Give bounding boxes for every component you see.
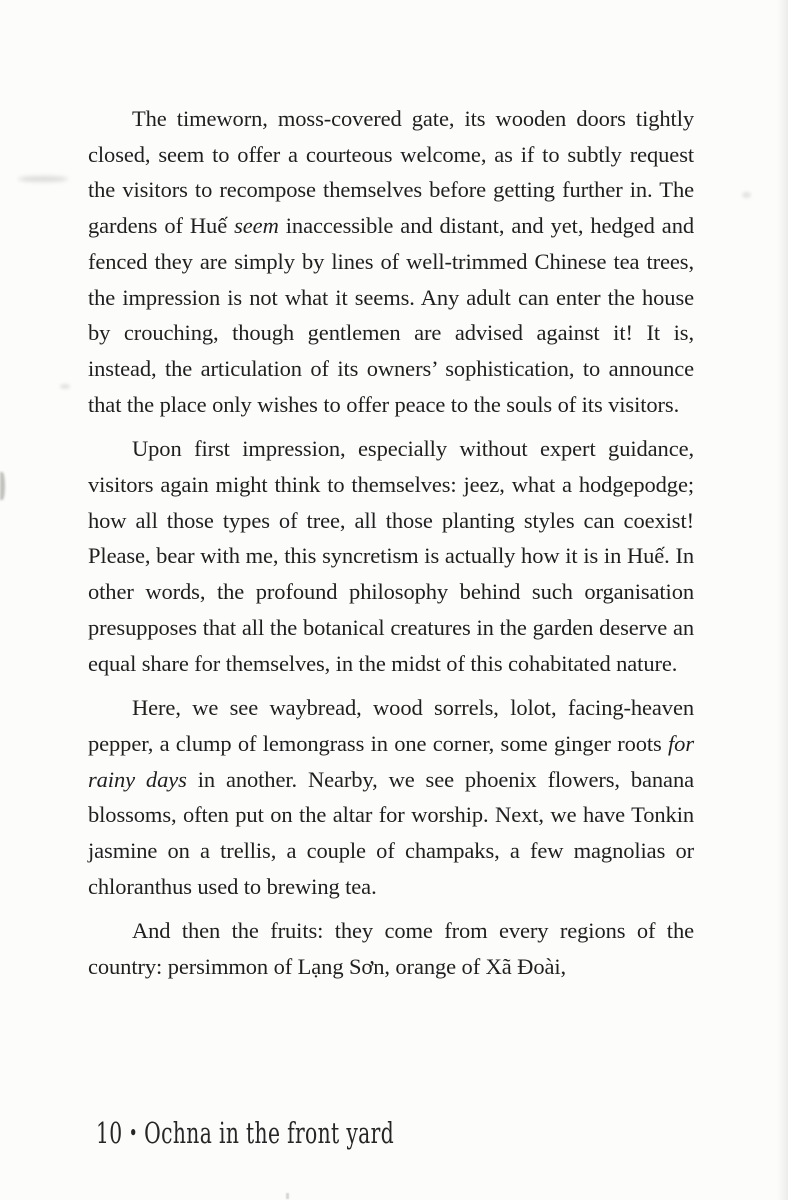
scan-smudge bbox=[286, 1193, 289, 1199]
scan-smudge bbox=[0, 472, 5, 500]
page-number: 10 bbox=[96, 1116, 123, 1150]
paragraph bbox=[88, 431, 694, 681]
text-run: The timeworn, moss-covered gate, its wooden doors tightly closed, seem to offer a courteous welcome, as if to subtly request the visitors to recompose themselves before getting further in. The gardens of Huế bbox=[88, 106, 694, 239]
text-run-italic: seem bbox=[234, 213, 279, 239]
book-title: Ochna in the front yard bbox=[144, 1116, 395, 1150]
paragraph bbox=[88, 101, 694, 422]
text-run: Here, we see waybread, wood sorrels, lolot, facing-heaven pepper, a clump of lemongrass in one corner, some ginger roots bbox=[88, 695, 694, 756]
scan-smudge bbox=[60, 384, 70, 389]
text-run: And then the fruits: they come from every regions of the country: persimmon of Lạng Sơn, orange of Xã Đoài, bbox=[88, 918, 694, 980]
text-run: in another. Nearby, we see phoenix flowers, banana blossoms, often put on the altar for worship. Next, we have Tonkin jasmine on a trellis, a couple of champaks, a few magnolias or chloranthus used to brewing tea. bbox=[88, 766, 694, 899]
scan-smudge bbox=[18, 176, 68, 182]
paragraph bbox=[88, 913, 694, 984]
paragraph bbox=[88, 690, 694, 904]
footer-bullet-icon: • bbox=[128, 1121, 138, 1145]
page-text bbox=[88, 101, 694, 994]
text-run: inaccessible and distant, and yet, hedged and fenced they are simply by lines of well-trimmed Chinese tea trees, the impression is not what it seems. Any adult can enter the house by crouching, though gentlemen are advised against it! It is, instead, the articulation of its owners’ sophistication, to announce that the place only wishes to offer peace to the souls of its visitors. bbox=[88, 213, 694, 417]
scan-smudge bbox=[742, 192, 751, 198]
page-footer bbox=[96, 1116, 394, 1150]
text-run-italic: for rainy days bbox=[88, 730, 694, 792]
scan-edge-shadow bbox=[777, 0, 788, 1200]
text-run: Upon first impression, especially without expert guidance, visitors again might think to themselves: jeez, what a hodgepodge; how all those types of tree, all those planting styles can coexist! Please, bear with me, this syncretism is actually how it is in Huế. In other words, the profound philosophy behind such organisation presupposes that all the botanical creatures in the garden deserve an equal share for themselves, in the midst of this cohabitated nature. bbox=[88, 436, 694, 676]
